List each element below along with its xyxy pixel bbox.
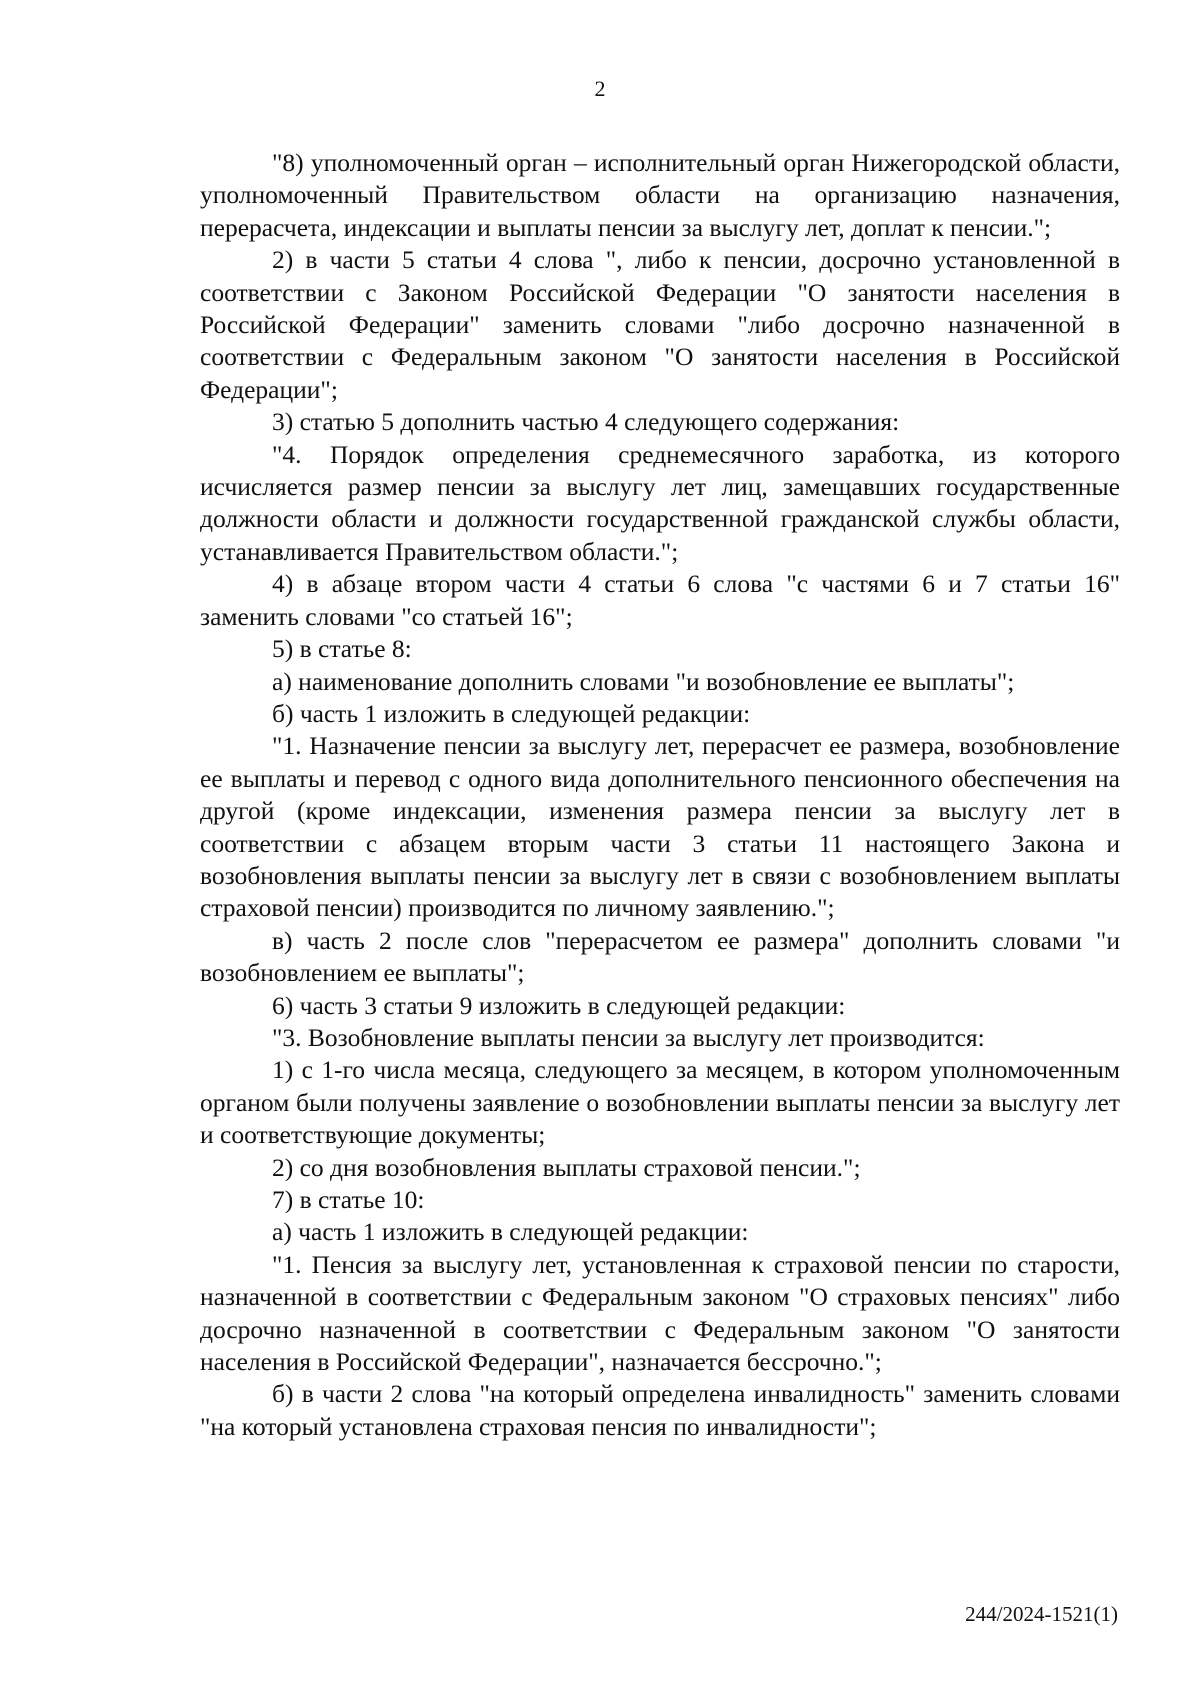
paragraph: "4. Порядок определения среднемесячного заработка, из которого исчисляется размер пенсии за выслугу лет лиц, замещавших государственные должности области и должности государственной гражданской службы области, устанавливается Правительством области."; (200, 439, 1120, 566)
paragraph: а) наименование дополнить словами "и возобновление ее выплаты"; (272, 666, 1015, 696)
paragraph: 6) часть 3 статьи 9 изложить в следующей редакции: (272, 990, 846, 1020)
document-code: 244/2024-1521(1) (965, 1602, 1118, 1626)
paragraph: в) часть 2 после слов "перерасчетом ее размера" дополнить словами "и возобновлением ее выплаты"; (200, 925, 1120, 988)
paragraph: 3) статью 5 дополнить частью 4 следующего содержания: (272, 407, 900, 437)
paragraph: 5) в статье 8: (272, 634, 412, 664)
paragraph: "1. Назначение пенсии за выслугу лет, перерасчет ее размера, возобновление ее выплаты и перевод с одного вида дополнительного пенсионного обеспечения на другой (кроме индексации, изменения размера пенсии за выслугу лет в соответствии с абзацем вторым части 3 статьи 11 настоящего Закона и возобновления выплаты пенсии за выслугу лет в связи с возобновлением выплаты страховой пенсии) производится по личному заявлению."; (200, 731, 1120, 923)
paragraph: 1) с 1-го числа месяца, следующего за месяцем, в котором уполномоченным органом были получены заявление о возобновлении выплаты пенсии за выслугу лет и соответствующие документы; (200, 1055, 1120, 1150)
paragraph: 7) в статье 10: (272, 1185, 425, 1214)
paragraph: б) часть 1 изложить в следующей редакции: (272, 698, 751, 728)
paragraph: "1. Пенсия за выслугу лет, установленная к страховой пенсии по старости, назначенной в соответствии с Федеральным законом "О страховых пенсиях" либо досрочно назначенной в соответствии с Федеральным законом "О занятости населения в Российской Федерации", назначается бессрочно."; (200, 1249, 1120, 1377)
paragraph: а) часть 1 изложить в следующей редакции: (272, 1217, 749, 1247)
paragraph: 2) со дня возобновления выплаты страховой пенсии."; (272, 1152, 861, 1182)
paragraph: 4) в абзаце втором части 4 статьи 6 слова "с частями 6 и 7 статьи 16" заменить словами "со статьей 16"; (200, 569, 1120, 631)
paragraph: "3. Возобновление выплаты пенсии за выслугу лет производится: (272, 1022, 985, 1052)
paragraph: 2) в части 5 статьи 4 слова ", либо к пенсии, досрочно установленной в соответствии с Законом Российской Федерации "О занятости населения в Российской Федерации" заменить словами "либо досрочно назначенной в соответствии с Федеральным законом "О занятости населения в Российской Федерации"; (200, 245, 1120, 404)
page-number: 2 (594, 76, 606, 101)
document-body (200, 147, 1120, 1443)
paragraph: "8) уполномоченный орган – исполнительный орган Нижегородской области, уполномоченный Правительством области на организацию назначения, перерасчета, индексации и выплаты пенсии за выслугу лет, доплат к пенсии."; (200, 148, 1120, 242)
paragraph: б) в части 2 слова "на который определена инвалидность" заменить словами "на который установлена страховая пенсия по инвалидности"; (200, 1379, 1120, 1441)
